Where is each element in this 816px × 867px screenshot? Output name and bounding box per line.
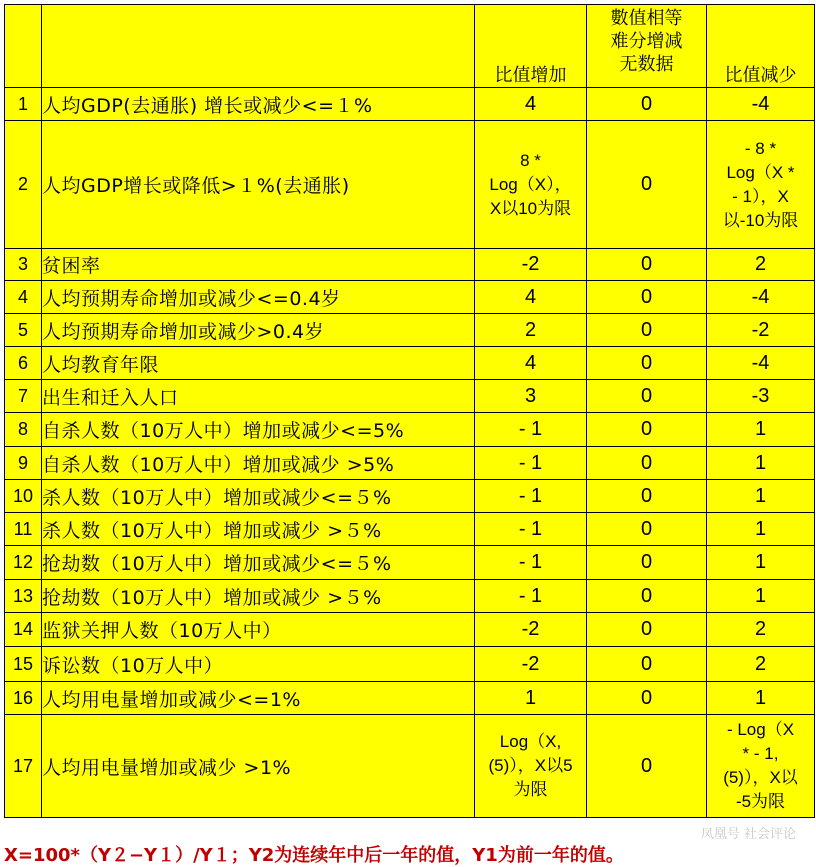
value-increase: - 1 xyxy=(475,580,587,613)
table-row xyxy=(5,281,815,314)
table-row xyxy=(5,380,815,413)
row-number: 16 xyxy=(5,682,42,715)
row-number: 5 xyxy=(5,314,42,347)
row-description: 人均用电量增加或减少 >1% xyxy=(42,715,475,818)
value-equal: 0 xyxy=(587,249,707,281)
value-equal: 0 xyxy=(587,682,707,715)
row-number: 17 xyxy=(5,715,42,818)
table-row xyxy=(5,546,815,580)
value-equal: 0 xyxy=(587,281,707,314)
table-row xyxy=(5,88,815,121)
value-increase: - 1 xyxy=(475,513,587,546)
value-increase: 4 xyxy=(475,347,587,380)
row-description: 诉讼数（10万人中） xyxy=(42,647,475,682)
row-number: 9 xyxy=(5,447,42,480)
row-number: 15 xyxy=(5,647,42,682)
header-desc xyxy=(42,5,475,88)
value-decrease: 1 xyxy=(707,480,815,513)
header-increase: 比值增加 xyxy=(475,5,587,88)
value-increase: 1 xyxy=(475,682,587,715)
table-row xyxy=(5,447,815,480)
value-equal: 0 xyxy=(587,580,707,613)
row-number: 6 xyxy=(5,347,42,380)
table-row xyxy=(5,413,815,447)
row-number: 11 xyxy=(5,513,42,546)
row-number: 8 xyxy=(5,413,42,447)
value-decrease: 1 xyxy=(707,447,815,480)
table-row xyxy=(5,314,815,347)
row-description: 杀人数（10万人中）增加或减少 >５% xyxy=(42,513,475,546)
table-row xyxy=(5,682,815,715)
table-row xyxy=(5,715,815,818)
table-row xyxy=(5,480,815,513)
footer-note: X=100*（Y２−Y１）/Y１；Y2为连续年中后一年的值，Y1为前一年的值。 xyxy=(4,845,624,866)
row-description: 自杀人数（10万人中）增加或减少 >5% xyxy=(42,447,475,480)
value-equal: 0 xyxy=(587,480,707,513)
value-decrease: 1 xyxy=(707,413,815,447)
value-equal: 0 xyxy=(587,447,707,480)
table-row xyxy=(5,613,815,647)
row-number: 10 xyxy=(5,480,42,513)
table-row xyxy=(5,580,815,613)
value-increase: 3 xyxy=(475,380,587,413)
value-increase: - 1 xyxy=(475,546,587,580)
value-increase: -2 xyxy=(475,613,587,647)
row-number: 4 xyxy=(5,281,42,314)
value-equal: 0 xyxy=(587,647,707,682)
value-equal: 0 xyxy=(587,413,707,447)
value-decrease: 2 xyxy=(707,647,815,682)
row-number: 2 xyxy=(5,121,42,249)
value-decrease: -3 xyxy=(707,380,815,413)
row-number: 14 xyxy=(5,613,42,647)
value-increase: Log（X, (5)），X以5 为限 xyxy=(475,715,587,818)
row-description: 人均GDP(去通胀) 增长或减少<=１% xyxy=(42,88,475,121)
table-row xyxy=(5,513,815,546)
row-description: 人均教育年限 xyxy=(42,347,475,380)
value-decrease: 1 xyxy=(707,580,815,613)
value-decrease: -4 xyxy=(707,88,815,121)
row-number: 1 xyxy=(5,88,42,121)
value-increase: - 1 xyxy=(475,447,587,480)
value-equal: 0 xyxy=(587,88,707,121)
value-decrease: 2 xyxy=(707,613,815,647)
row-description: 人均GDP增长或降低>１%(去通胀) xyxy=(42,121,475,249)
row-description: 杀人数（10万人中）增加或减少<=５% xyxy=(42,480,475,513)
value-decrease: -4 xyxy=(707,347,815,380)
value-equal: 0 xyxy=(587,513,707,546)
row-description: 人均用电量增加或减少<=1% xyxy=(42,682,475,715)
value-decrease: - 8 * Log（X * - 1），X 以-10为限 xyxy=(707,121,815,249)
header-num xyxy=(5,5,42,88)
value-increase: -2 xyxy=(475,647,587,682)
table-row xyxy=(5,121,815,249)
row-description: 抢劫数（10万人中）增加或减少 >５% xyxy=(42,580,475,613)
value-equal: 0 xyxy=(587,613,707,647)
row-description: 人均预期寿命增加或减少>0.4岁 xyxy=(42,314,475,347)
row-number: 3 xyxy=(5,249,42,281)
value-decrease: -2 xyxy=(707,314,815,347)
table-row xyxy=(5,647,815,682)
value-increase: 4 xyxy=(475,281,587,314)
value-equal: 0 xyxy=(587,314,707,347)
value-equal: 0 xyxy=(587,347,707,380)
value-increase: -2 xyxy=(475,249,587,281)
table-row xyxy=(5,249,815,281)
row-number: 12 xyxy=(5,546,42,580)
value-increase: 2 xyxy=(475,314,587,347)
header-decrease: 比值减少 xyxy=(707,5,815,88)
row-number: 13 xyxy=(5,580,42,613)
value-equal: 0 xyxy=(587,121,707,249)
value-equal: 0 xyxy=(587,546,707,580)
value-decrease: 1 xyxy=(707,546,815,580)
row-description: 人均预期寿命增加或减少<=0.4岁 xyxy=(42,281,475,314)
value-increase: - 1 xyxy=(475,413,587,447)
row-description: 抢劫数（10万人中）增加或减少<=５% xyxy=(42,546,475,580)
header-equal-text: 數值相等 难分增减 无数据 xyxy=(610,8,683,74)
value-increase: - 1 xyxy=(475,480,587,513)
value-increase: 8 * Log（X）， X以10为限 xyxy=(475,121,587,249)
row-description: 监狱关押人数（10万人中） xyxy=(42,613,475,647)
value-equal: 0 xyxy=(587,715,707,818)
value-decrease: -4 xyxy=(707,281,815,314)
value-decrease: 2 xyxy=(707,249,815,281)
table-row xyxy=(5,347,815,380)
row-description: 贫困率 xyxy=(42,249,475,281)
header-row xyxy=(5,5,815,88)
value-increase: 4 xyxy=(475,88,587,121)
row-description: 自杀人数（10万人中）增加或减少<=5% xyxy=(42,413,475,447)
value-decrease: - Log（X * - 1, (5)），X以 -5为限 xyxy=(707,715,815,818)
value-decrease: 1 xyxy=(707,682,815,715)
row-number: 7 xyxy=(5,380,42,413)
score-table xyxy=(4,4,815,818)
row-description: 出生和迁入人口 xyxy=(42,380,475,413)
header-equal xyxy=(587,5,707,88)
value-equal: 0 xyxy=(587,380,707,413)
value-decrease: 1 xyxy=(707,513,815,546)
watermark: 凤凰号 社会评论 xyxy=(700,827,796,842)
